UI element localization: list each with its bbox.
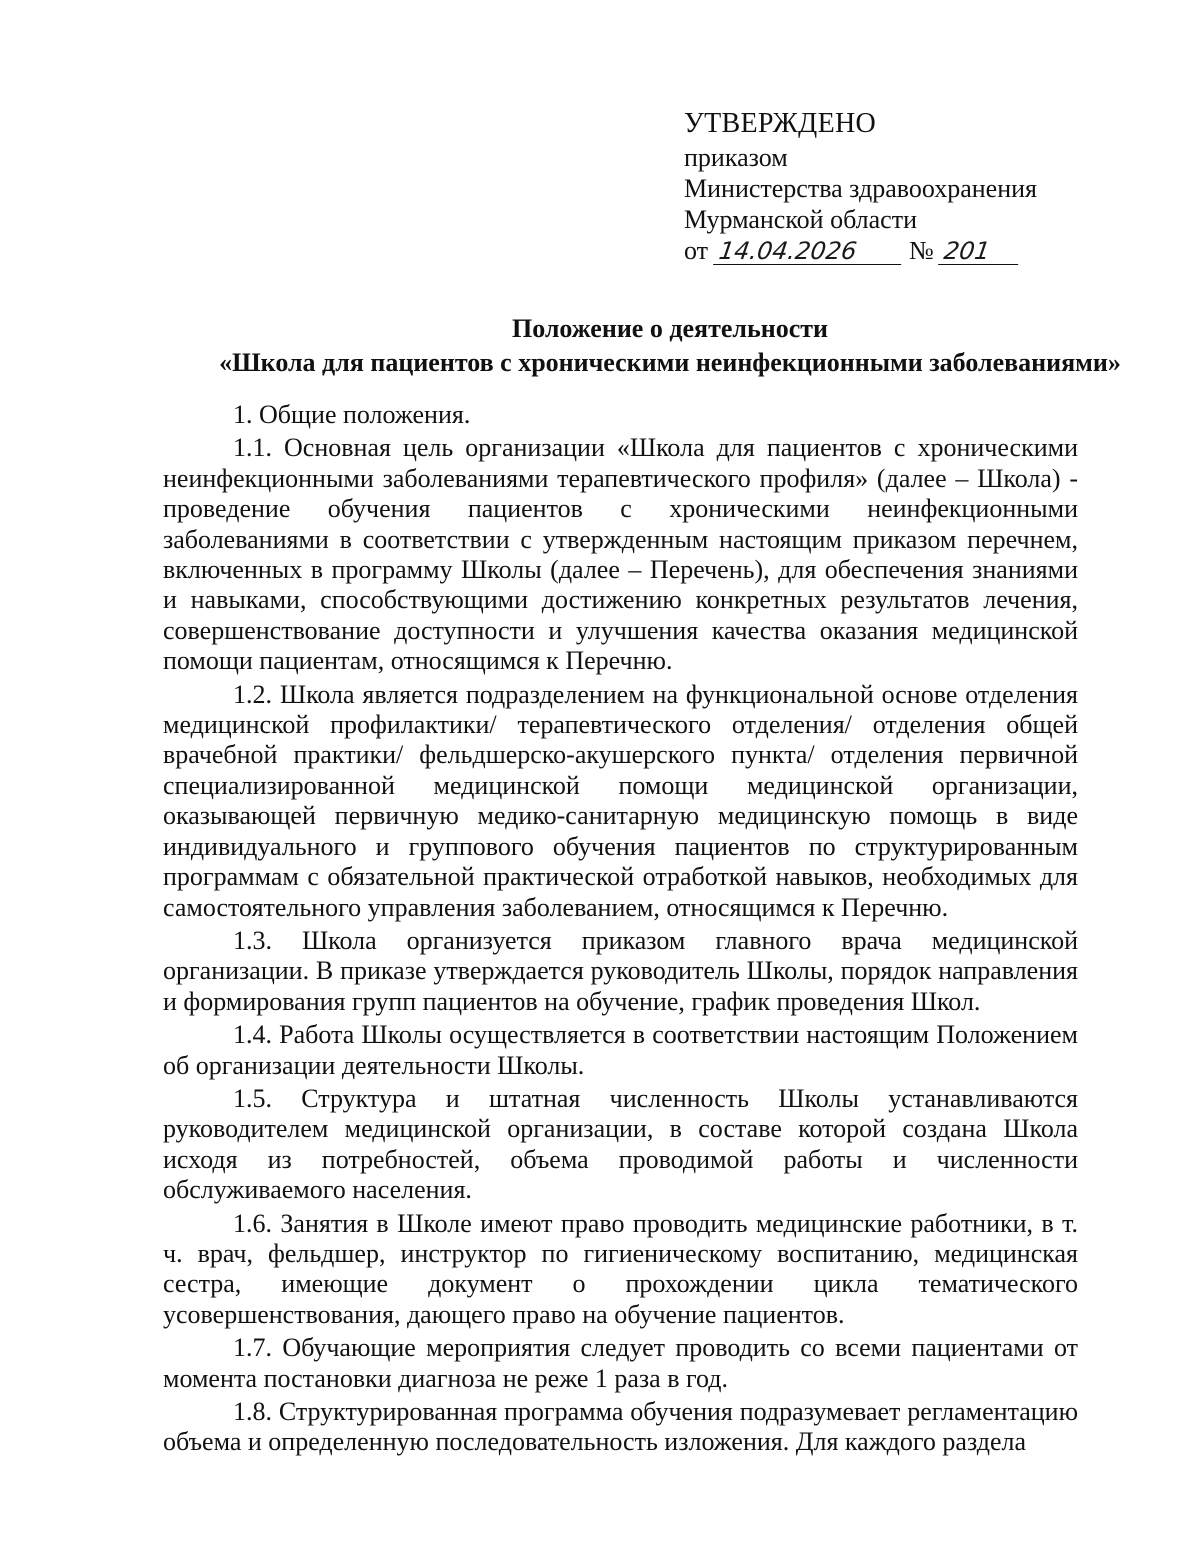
approval-title: УТВЕРЖДЕНО — [684, 108, 877, 139]
paragraph-1-7: 1.7. Обучающие мероприятия следует проводить со всеми пациентами от момента постановки диагноза не реже 1 раза в год. — [163, 1333, 1078, 1393]
approval-line-ministry: Министерства здравоохранения — [684, 174, 1037, 203]
approval-line-order: приказом — [684, 143, 788, 172]
paragraph-1-4: 1.4. Работа Школы осуществляется в соответствии настоящим Положением об организации деятельности Школы. — [163, 1020, 1078, 1080]
date-prefix: от — [684, 236, 709, 265]
approval-dateline — [684, 235, 1037, 266]
heading-line-1: Положение о деятельности — [511, 314, 829, 343]
document-body — [163, 400, 1078, 1461]
section-title: 1. Общие положения. — [233, 400, 471, 429]
paragraph-1-3: 1.3. Школа организуется приказом главного врача медицинской организации. В приказе утверждается руководитель Школы, порядок направления и формирования групп пациентов на обучение, график проведения Школ. — [163, 925, 1078, 1016]
heading-line-2: «Школа для пациентов с хроническими неинфекционными заболеваниями» — [219, 348, 1121, 377]
handwritten-date: 14.04.2026 — [713, 238, 905, 265]
number-prefix: № — [909, 236, 934, 265]
handwritten-number: 201 — [938, 238, 1022, 265]
approval-block — [684, 108, 1037, 266]
approval-line-region: Мурманской области — [684, 205, 917, 234]
document-heading — [150, 312, 1190, 380]
paragraph-1-1: 1.1. Основная цель организации «Школа для пациентов с хроническими неинфекционными заболеваниями терапевтического профиля» (далее – Школа) - проведение обучения пациентов с хроническими неинфекционными заболеваниями в соответствии с утвержденным настоящим приказом перечнем, включенных в программу Школы (далее – Перечень), для обеспечения знаниями и навыками, способствующими достижению конкретных результатов лечения, совершенствование доступности и улучшения качества оказания медицинской помощи пациентам, относящимся к Перечню. — [163, 433, 1078, 676]
paragraph-1-5: 1.5. Структура и штатная численность Школы устанавливаются руководителем медицинской организации, в составе которой создана Школа исходя из потребностей, объема проводимой работы и численности обслуживаемого населения. — [163, 1083, 1078, 1205]
paragraph-1-6: 1.6. Занятия в Школе имеют право проводить медицинские работники, в т. ч. врач, фельдшер, инструктор по гигиеническому воспитанию, медицинская сестра, имеющие документ о прохождении цикла тематического усовершенствования, дающего право на обучение пациентов. — [163, 1208, 1078, 1329]
paragraph-1-2: 1.2. Школа является подразделением на функциональной основе отделения медицинской профилактики/ терапевтического отделения/ отделения общей врачебной практики/ фельдшерско-акушерского пункта/ отделения первичной специализированной медицинской помощи медицинской организации, оказывающей первичную медико-санитарную медицинскую помощь в виде индивидуального и группового обучения пациентов по структурированным программам с обязательной практической отработкой навыков, необходимых для самостоятельного управления заболеванием, относящимся к Перечню. — [163, 679, 1078, 922]
paragraph-1-8: 1.8. Структурированная программа обучения подразумевает регламентацию объема и определенную последовательность изложения. Для каждого раздела — [163, 1397, 1078, 1457]
